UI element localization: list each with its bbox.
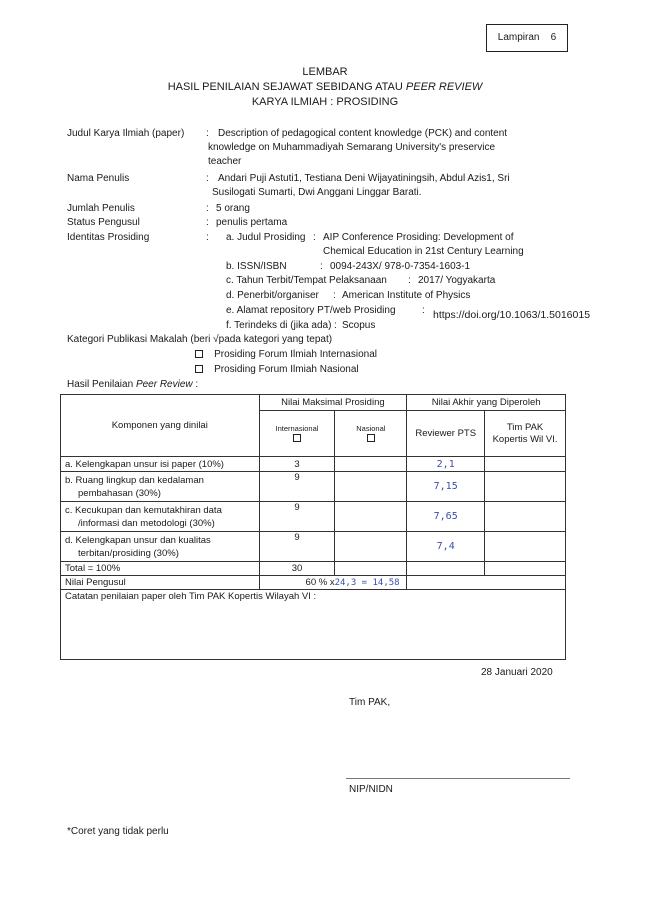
hasil-label: Hasil Penilaian Peer Review : [67,379,199,390]
kategori-option-label: Prosiding Forum Ilmiah Internasional [214,349,377,360]
kategori-option-label: Prosiding Forum Ilmiah Nasional [214,364,359,375]
header-komponen: Komponen yang dinilai [61,395,260,457]
lampiran-label: Lampiran [497,32,540,43]
row-nasional [335,502,407,532]
header-tim-pak: Tim PAK Kopertis Wil VI. [485,411,566,457]
lampiran-box [486,24,568,52]
checkbox-icon[interactable] [195,350,203,358]
title-line3: KARYA ILMIAH : PROSIDING [251,96,399,108]
catatan-row [61,590,566,660]
colon: : [206,173,209,184]
row-tim [485,532,566,562]
penulis-label: Nama Penulis [67,173,130,184]
identitas-b-value: 0094-243X/ 978-0-7354-1603-1 [330,261,471,272]
table-row [61,457,566,472]
judul-line: knowledge on Muhammadiyah Semarang University's preservice [208,142,496,153]
row-maks: 3 [259,457,335,472]
row-nasional [335,472,407,502]
colon: : [320,261,323,272]
hasil-label-text: Hasil Penilaian [67,379,134,390]
row-maks: 9 [259,532,335,562]
colon: : [206,217,209,228]
identitas-a-label: a. Judul Prosiding [226,232,306,243]
row-tim [485,457,566,472]
checkbox-icon[interactable] [367,434,375,442]
colon: : [206,128,209,139]
row-komponen-line2: /informasi dan metodologi (30%) [78,517,215,529]
pengusul-hand: 24,3 = 14,58 [334,578,400,588]
row-maks: 9 [259,502,335,532]
jumlah-value: 5 orang [216,203,250,214]
header-nasional [335,411,407,457]
judul-label: Judul Karya Ilmiah (paper) [67,128,185,139]
row-nasional [335,532,407,562]
identitas-a-value: AIP Conference Prosiding: Development of [323,232,514,243]
row-reviewer: 7,15 [407,472,485,502]
judul-line: Description of pedagogical content knowledge (PCK) and content [218,128,508,139]
row-komponen-line2: terbitan/prosiding (30%) [78,547,179,559]
identitas-f-label: f. Terindeks di (jika ada) [226,320,332,331]
colon: : [313,232,316,243]
kategori-label: Kategori Publikasi Makalah (beri √pada kategori yang tepat) [67,334,333,345]
colon: : [206,203,209,214]
table-row [61,502,566,532]
row-komponen [61,472,260,502]
pengusul-row [61,576,566,590]
header-nasional-label: Nasional [356,423,386,433]
table-row [61,472,566,502]
penulis-line: Andari Puji Astuti1, Testiana Deni Wijayatiningsih, Abdul Azis1, Sri [218,173,510,184]
footnote: *Coret yang tidak perlu [67,826,169,837]
identitas-e-label: e. Alamat repository PT/web Prosiding [226,305,396,316]
total-reviewer [407,562,485,576]
jumlah-label: Jumlah Penulis [67,203,135,214]
row-komponen-line1: d. Kelengkapan unsur dan kualitas [65,534,211,546]
row-tim [485,502,566,532]
row-tim [485,472,566,502]
row-komponen-line2: pembahasan (30%) [78,487,161,499]
row-reviewer: 7,65 [407,502,485,532]
total-row [61,562,566,576]
identitas-f-value: Scopus [342,320,376,331]
colon: : [408,275,411,286]
review-table [60,394,566,660]
identitas-c-label: c. Tahun Terbit/Tempat Pelaksanaan [226,275,387,286]
checkbox-icon[interactable] [195,365,203,373]
total-label: Total = 100% [61,562,260,576]
status-label: Status Pengusul [67,217,140,228]
pengusul-label: Nilai Pengusul [61,576,260,590]
identitas-label: Identitas Prosiding [67,232,150,243]
colon: : [334,320,337,331]
row-komponen [61,502,260,532]
identitas-e-value: https://doi.org/10.1063/1.5016015 [433,309,591,321]
judul-line: teacher [208,156,242,167]
header-nilai-akhir: Nilai Akhir yang Diperoleh [407,395,566,411]
total-value: 30 [259,562,335,576]
penulis-line: Susilogati Sumarti, Dwi Anggani Linggar Barati. [212,187,422,198]
identitas-d-label: d. Penerbit/organiser [226,290,319,301]
tim-pak-label: Tim PAK, [349,697,391,708]
row-komponen-line1: b. Ruang lingkup dan kedalaman [65,474,204,486]
lampiran-number: 6 [550,32,557,43]
total-tim [485,562,566,576]
kategori-option-internasional[interactable] [195,349,377,360]
nip-label: NIP/NIDN [349,784,393,795]
total-nasional [335,562,407,576]
row-reviewer: 2,1 [407,457,485,472]
kategori-option-nasional[interactable] [195,364,359,375]
pengusul-value-cell [259,576,407,590]
header-internasional-label: Internasional [275,423,319,433]
title-line1: LEMBAR [302,66,348,78]
hasil-label-italic: Peer Review [135,379,193,390]
pengusul-value: 60 % x [305,577,335,588]
checkbox-icon[interactable] [293,434,301,442]
row-komponen [61,532,260,562]
row-komponen: a. Kelengkapan unsur isi paper (10%) [61,457,260,472]
colon: : [206,232,209,243]
identitas-a-value: Chemical Education in 21st Century Learning [323,246,524,257]
header-reviewer: Reviewer PTS [407,411,485,457]
pengusul-empty [407,576,566,590]
row-maks: 9 [259,472,335,502]
identitas-d-value: American Institute of Physics [342,290,471,301]
colon: : [333,290,336,301]
header-nilai-maksimal: Nilai Maksimal Prosiding [259,395,407,411]
status-value: penulis pertama [216,217,288,228]
row-komponen-line1: c. Kecukupan dan kemutakhiran data [65,504,222,516]
date: 28 Januari 2020 [481,667,553,678]
title-line2-text: HASIL PENILAIAN SEJAWAT SEBIDANG ATAU [167,81,403,93]
row-nasional [335,457,407,472]
identitas-c-value: 2017/ Yogyakarta [418,275,496,286]
identitas-b-label: b. ISSN/ISBN [226,261,287,272]
signature-line [346,778,570,779]
table-row [61,532,566,562]
title-line2 [0,81,650,93]
catatan-text: Catatan penilaian paper oleh Tim PAK Kopertis Wilayah VI : [61,590,566,660]
header-internasional [259,411,335,457]
title-line2-italic: PEER REVIEW [405,81,483,93]
row-reviewer: 7,4 [407,532,485,562]
colon: : [422,305,425,316]
